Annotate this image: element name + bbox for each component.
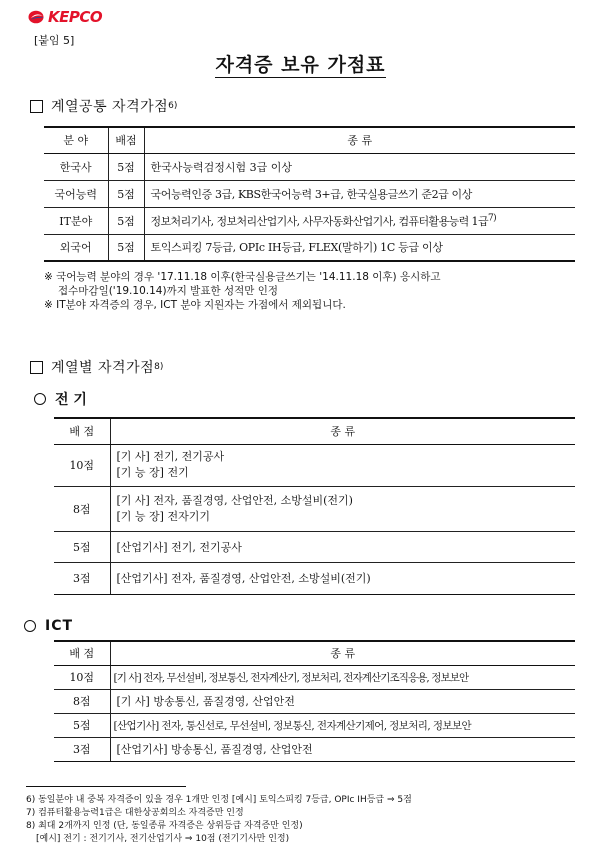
footnote-8-example: [예시] 전기 : 전기기사, 전기산업기사 ⇒ 10점 (전기기사만 인정) — [36, 834, 290, 844]
table-row: 외국어 5점 토익스피킹 7등급, OPIc IH등급, FLEX(말하기) 1C 등급 이상 — [44, 234, 575, 261]
checkbox-square-icon — [30, 100, 43, 113]
kepco-logo-text: KEPCO — [48, 8, 103, 26]
table-row: 국어능력 5점 국어능력인증 3급, KBS한국어능력 3+급, 한국실용글쓰기 준2급 이상 — [44, 180, 575, 207]
section-track-heading: 계열별 자격가점 8) — [30, 357, 163, 377]
common-notes: ※ 국어능력 분야의 경우 '17.11.18 이후(한국실용글쓰기는 '14.11.18 이후) 응시하고 접수마감일('19.10.14)까지 발표한 성적만 인정 ※ IT분야 자격증의 경우, ICT 분야 지원자는 가점에서 제외됩니다. — [44, 271, 441, 311]
common-points-table — [44, 126, 575, 262]
table-row: 5점 [산업기사] 전자, 통신선로, 무선설비, 정보통신, 전자계산기제어, 정보처리, 정보보안 — [54, 713, 575, 737]
table-row: IT분야 5점 정보처리기사, 정보처리산업기사, 사무자동화산업기사, 컴퓨터활용능력 1급$^{7)}$ — [44, 207, 575, 234]
ict-subheading: ICT — [24, 618, 73, 634]
table-row: 8점 [기 사] 방송통신, 품질경영, 산업안전 — [54, 689, 575, 713]
electric-subheading: 전 기 — [34, 389, 87, 409]
kepco-logo — [28, 8, 102, 26]
table-row: 한국사 5점 한국사능력검정시험 3급 이상 — [44, 153, 575, 180]
table-row: 3점 [산업기사] 방송통신, 품질경영, 산업안전 — [54, 737, 575, 761]
attachment-label: [붙임 5] — [34, 34, 75, 47]
col-header-types: 종 류 — [110, 418, 575, 444]
footnote-6: 6) 동일분야 내 중복 자격증이 있을 경우 1개만 인정 [예시] 토익스피킹 7등급, OPIc IH등급 ⇒ 5점 — [26, 795, 412, 805]
table-row: 5점 [산업기사] 전기, 전기공사 — [54, 531, 575, 562]
section-common-heading: 계열공통 자격가점 6) — [30, 96, 177, 116]
footnote-divider — [26, 786, 186, 787]
col-header-field: 분 야 — [44, 127, 108, 153]
col-header-points: 배 점 — [54, 641, 110, 665]
circle-bullet-icon — [34, 393, 46, 405]
table-row: 10점 [기 사] 전자, 무선설비, 정보통신, 전자계산기, 정보처리, 전자계산기조직응용, 정보보안 — [54, 665, 575, 689]
table-row: 10점 [기 사] 전기, 전기공사 [기 능 장] 전기 — [54, 444, 575, 486]
col-header-points: 배점 — [108, 127, 144, 153]
kepco-logo-icon — [28, 10, 46, 24]
col-header-types: 종 류 — [110, 641, 575, 665]
col-header-points: 배 점 — [54, 418, 110, 444]
page-title: 자격증 보유 가점표 — [215, 54, 386, 76]
electric-points-table — [54, 417, 575, 595]
footnotes — [26, 794, 412, 846]
checkbox-square-icon — [30, 361, 43, 374]
col-header-types: 종 류 — [144, 127, 575, 153]
footnote-7: 7) 컴퓨터활용능력1급은 대한상공회의소 자격증만 인정 — [26, 808, 244, 818]
circle-bullet-icon — [24, 620, 36, 632]
table-row: 8점 [기 사] 전자, 품질경영, 산업안전, 소방설비(전기) [기 능 장] 전자기기 — [54, 486, 575, 531]
table-row: 3점 [산업기사] 전자, 품질경영, 산업안전, 소방설비(전기) — [54, 562, 575, 594]
footnote-8: 8) 최대 2개까지 인정 (단, 동일종류 자격증은 상위등급 자격증만 인정) — [26, 821, 303, 831]
ict-points-table — [54, 640, 575, 762]
